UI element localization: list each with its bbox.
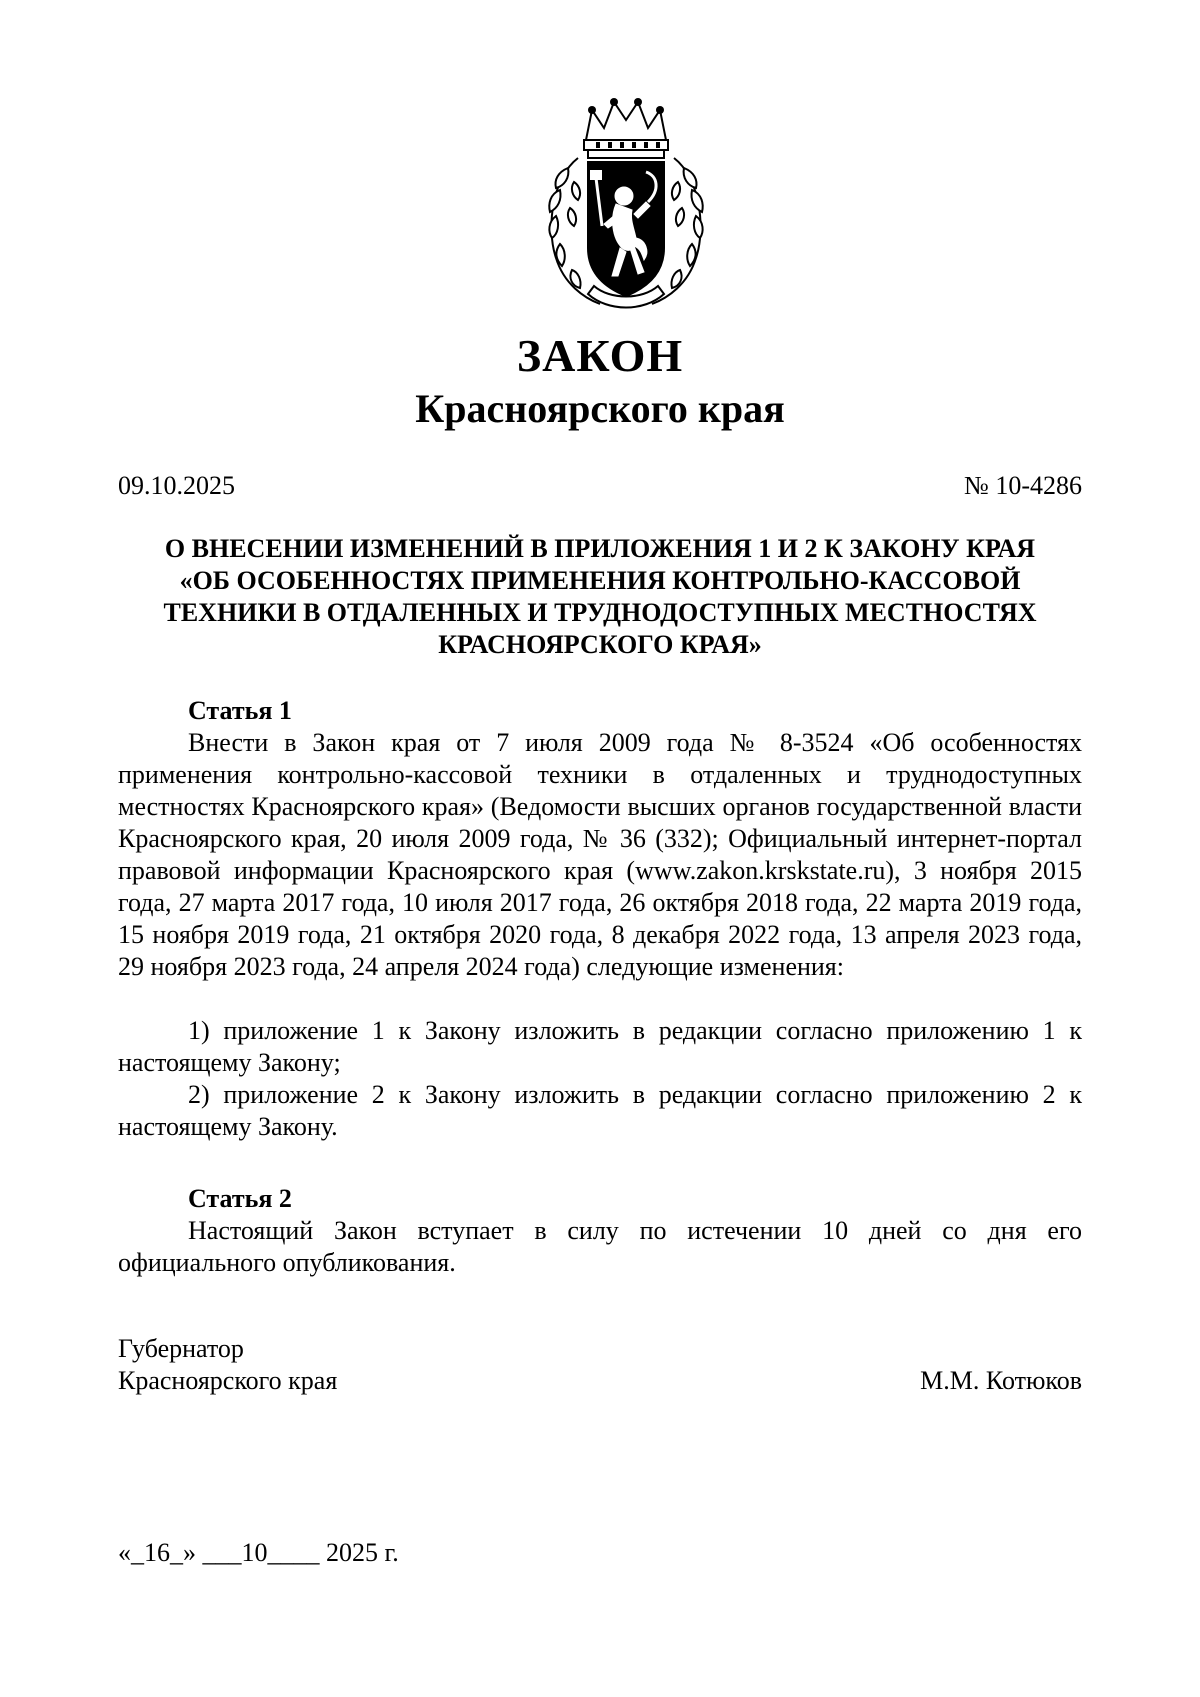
law-date: 09.10.2025 <box>118 471 235 500</box>
heading-line: О ВНЕСЕНИИ ИЗМЕНЕНИЙ В ПРИЛОЖЕНИЯ 1 И 2 К ЗАКОНУ КРАЯ <box>164 534 1036 563</box>
signer-position-line-2: Красноярского края <box>118 1366 338 1395</box>
law-heading <box>118 533 1082 661</box>
heading-line: «ОБ ОСОБЕННОСТЯХ ПРИМЕНЕНИЯ КОНТРОЛЬНО-КАССОВОЙ <box>179 566 1021 595</box>
article-2-text-body: Настоящий Закон вступает в силу по истечении 10 дней со дня его официального опубликования. <box>118 1216 1082 1277</box>
signer-name: М.М. Котюков <box>920 1366 1082 1395</box>
document-title: ЗАКОН <box>516 330 684 381</box>
article-1-title: Статья 1 <box>188 696 292 725</box>
article-1-item-1-text: 1) приложение 1 к Закону изложить в редакции согласно приложению 1 к настоящему Закону; <box>118 1016 1082 1077</box>
article-1-item-2 <box>118 1079 1082 1143</box>
article-2-title: Статья 2 <box>188 1184 292 1213</box>
law-number: № 10-4286 <box>964 471 1082 500</box>
article-1-intro <box>118 727 1082 983</box>
signer-position-line-1: Губернатор <box>118 1334 244 1363</box>
krasnoyarsk-coat-of-arms-icon <box>538 98 714 312</box>
article-1-item-1 <box>118 1015 1082 1079</box>
signature-date: «_16_» ___10____ 2025 г. <box>118 1538 399 1567</box>
document-subtitle: Красноярского края <box>415 386 785 431</box>
article-2-text <box>118 1215 1082 1279</box>
heading-line: ТЕХНИКИ В ОТДАЛЕННЫХ И ТРУДНОДОСТУПНЫХ МЕСТНОСТЯХ <box>163 598 1037 627</box>
heading-line: КРАСНОЯРСКОГО КРАЯ» <box>438 630 762 659</box>
article-1-item-2-text: 2) приложение 2 к Закону изложить в редакции согласно приложению 2 к настоящему Закону. <box>118 1080 1082 1141</box>
article-1-intro-text: Внести в Закон края от 7 июля 2009 года № 8-3524 «Об особенностях применения контрольно-кассовой техники в отдаленных и труднодоступных местностях Красноярского края» (Ведомости высших органов государственной власти Красноярского края, 20 июля 2009 года, № 36 (332); Официальный интернет-портал правовой информации Красноярского края (www.zakon.krskstate.ru), 3 ноября 2015 года, 27 марта 2017 года, 10 июля 2017 года, 26 октября 2018 года, 22 марта 2019 года, 15 ноября 2019 года, 21 октября 2020 года, 8 декабря 2022 года, 13 апреля 2023 года, 29 ноября 2023 года, 24 апреля 2024 года) следующие изменения: <box>118 728 1082 981</box>
